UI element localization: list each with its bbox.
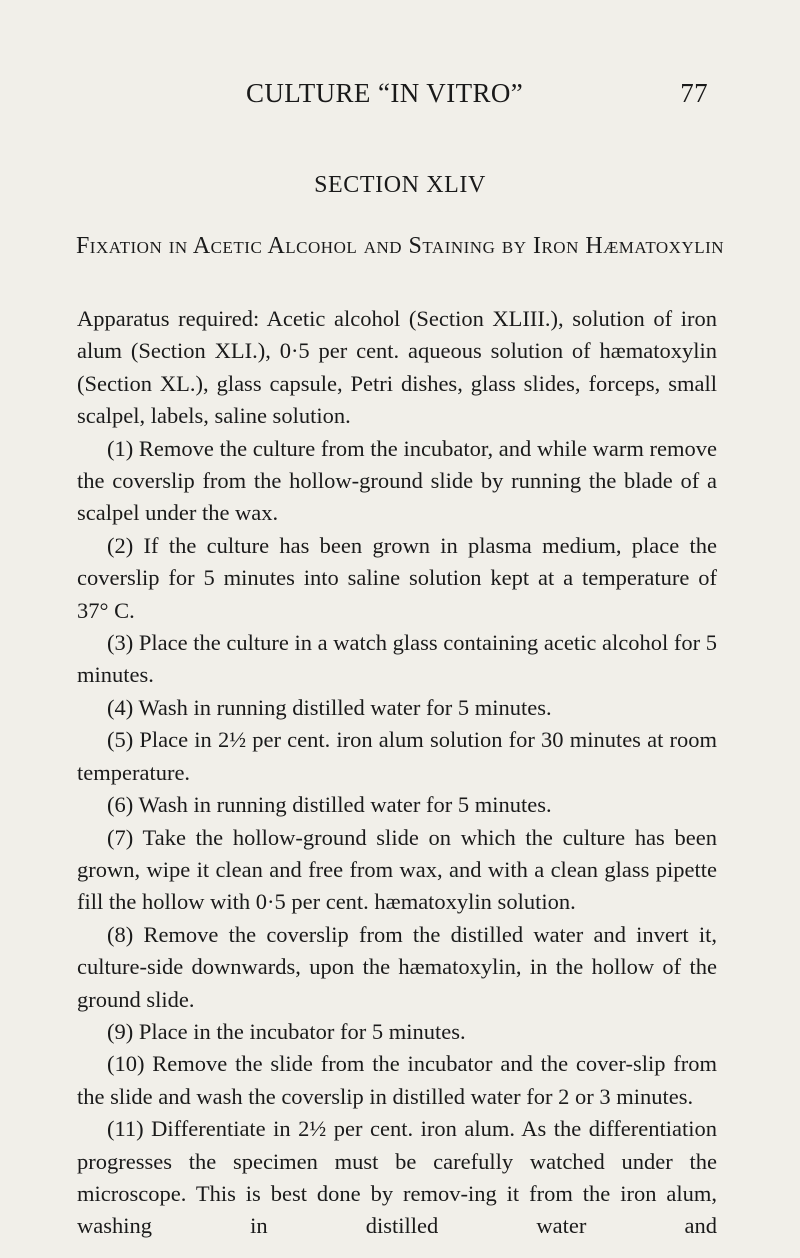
step-paragraph: (11) Differentiate in 2½ per cent. iron alum. As the differentiation progresses the specimen must be carefully watched under the microscope. This is best done by remov-ing it from the iron alum, washing in distilled water and — [77, 1116, 717, 1239]
step-paragraph: (8) Remove the coverslip from the distilled water and invert it, culture-side downwards, upon the hæmatoxylin, in the hollow of the ground slide. — [77, 921, 717, 1012]
step-paragraph: (6) Wash in running distilled water for 5 minutes. — [107, 792, 552, 818]
step-paragraph: (9) Place in the incubator for 5 minutes. — [107, 1018, 466, 1044]
step-paragraph: (10) Remove the slide from the incubator and the cover-slip from the slide and wash the coverslip in distilled water for 2 or 3 minutes. — [77, 1051, 717, 1109]
step-paragraph: (2) If the culture has been grown in plasma medium, place the coverslip for 5 minutes into saline solution kept at a temperature of 37° C. — [77, 532, 717, 623]
section-title: Fixation in Acetic Alcohol and Staining by Iron Hæmatoxylin — [75, 233, 725, 259]
step-paragraph: (3) Place the culture in a watch glass containing acetic alcohol for 5 minutes. — [77, 630, 717, 688]
apparatus-paragraph: Apparatus required: Acetic alcohol (Section XLIII.), solution of iron alum (Section XLI.), 0·5 per cent. aqueous solution of hæmatoxylin (Section XL.), glass capsule, Petri dishes, glass slides, forceps, small scalpel, labels, saline solution. — [77, 306, 717, 429]
step-paragraph: (1) Remove the culture from the incubator, and while warm remove the coverslip from the hollow-ground slide by running the blade of a scalpel under the wax. — [77, 435, 717, 526]
step-paragraph: (4) Wash in running distilled water for 5 minutes. — [107, 694, 552, 720]
running-head — [196, 78, 708, 118]
page-number: 77 — [680, 78, 708, 108]
body-text — [77, 303, 717, 1243]
running-title: CULTURE “IN VITRO” — [246, 78, 524, 108]
step-paragraph: (5) Place in 2½ per cent. iron alum solution for 30 minutes at room temperature. — [77, 727, 717, 785]
step-paragraph: (7) Take the hollow-ground slide on which the culture has been grown, wipe it clean and free from wax, and with a clean glass pipette fill the hollow with 0·5 per cent. hæmatoxylin solution. — [77, 824, 717, 915]
section-heading: SECTION XLIV — [314, 172, 486, 198]
